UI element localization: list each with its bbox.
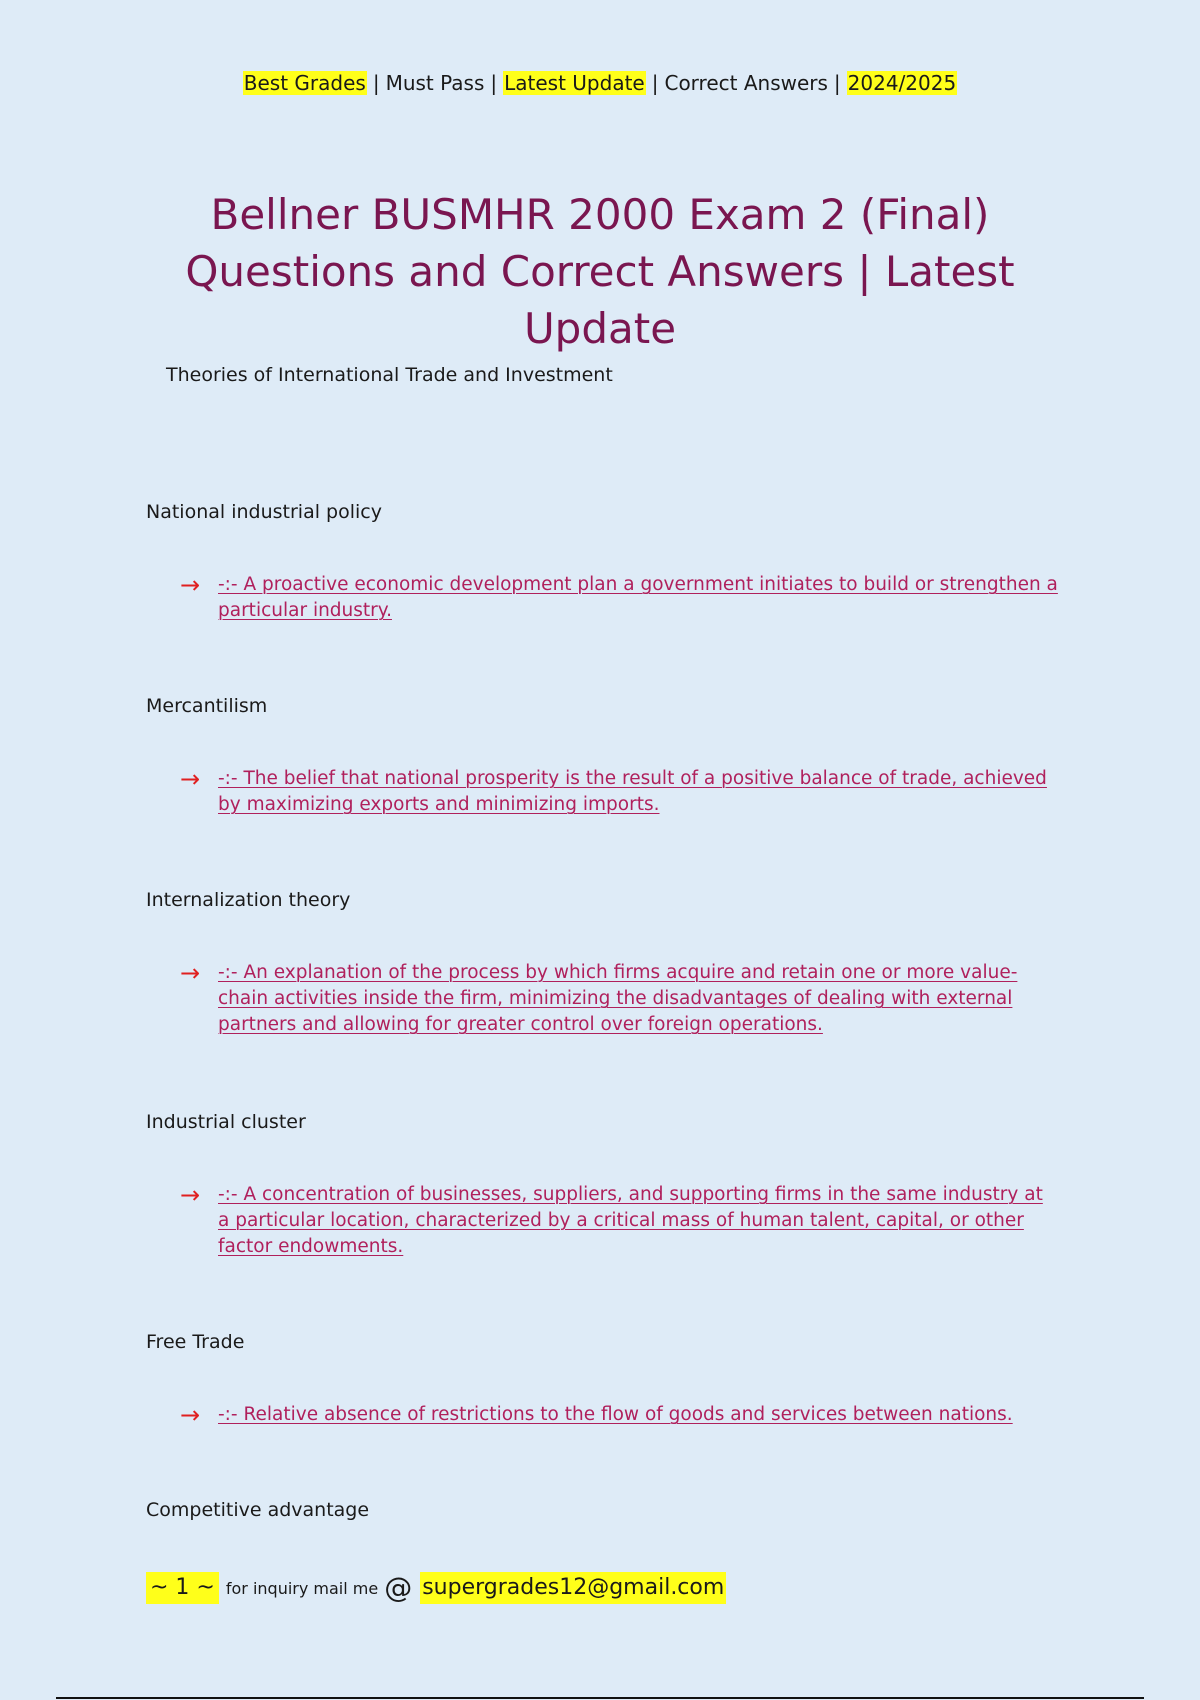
right-arrow-icon: → bbox=[180, 765, 201, 793]
term-national-industrial-policy: National industrial policy bbox=[146, 501, 382, 523]
header-banner bbox=[0, 68, 1200, 98]
header-tag-year: 2024/2025 bbox=[847, 71, 957, 95]
header-separator: | bbox=[833, 71, 841, 95]
header-tag-must-pass: Must Pass bbox=[385, 71, 485, 95]
header-separator: | bbox=[372, 71, 380, 95]
answer-text: -:- A proactive economic development plan a government initiates to build or strengthen a particular industry. bbox=[218, 574, 1058, 621]
header-tag-latest-update: Latest Update bbox=[504, 71, 645, 95]
term-internalization-theory: Internalization theory bbox=[146, 889, 351, 911]
answer-mercantilism bbox=[180, 766, 1060, 818]
page-number: ~ 1 ~ bbox=[146, 1572, 219, 1604]
header-separator: | bbox=[651, 71, 659, 95]
term-mercantilism: Mercantilism bbox=[146, 695, 268, 717]
at-sign-icon: @ bbox=[384, 1571, 413, 1604]
answer-free-trade bbox=[180, 1402, 1060, 1428]
page-footer bbox=[146, 1572, 726, 1604]
document-subtitle: Theories of International Trade and Investment bbox=[166, 364, 613, 386]
answer-text: -:- Relative absence of restrictions to the flow of goods and services between nations. bbox=[218, 1404, 1013, 1425]
document-title: Bellner BUSMHR 2000 Exam 2 (Final) Questions and Correct Answers | Latest Update bbox=[185, 190, 1015, 353]
right-arrow-icon: → bbox=[180, 1181, 201, 1209]
header-tag-best-grades: Best Grades bbox=[243, 71, 366, 95]
answer-text: -:- A concentration of businesses, suppliers, and supporting firms in the same industry at a particular location, characterized by a critical mass of human talent, capital, or other factor endowments. bbox=[218, 1184, 1043, 1257]
answer-text: -:- An explanation of the process by which firms acquire and retain one or more value-chain activities inside the firm, minimizing the disadvantages of dealing with external partners and allowing for greater control over foreign operations. bbox=[218, 962, 1018, 1035]
bottom-divider bbox=[56, 1697, 1144, 1699]
term-free-trade: Free Trade bbox=[146, 1331, 245, 1353]
mail-label: for inquiry mail me bbox=[225, 1578, 379, 1598]
term-industrial-cluster: Industrial cluster bbox=[146, 1111, 306, 1133]
right-arrow-icon: → bbox=[180, 959, 201, 987]
answer-text: -:- The belief that national prosperity is the result of a positive balance of trade, achieved by maximizing exports and minimizing imports. bbox=[218, 768, 1047, 815]
answer-internalization-theory bbox=[180, 960, 1060, 1038]
right-arrow-icon: → bbox=[180, 1401, 201, 1429]
term-competitive-advantage: Competitive advantage bbox=[146, 1499, 370, 1521]
answer-national-industrial-policy bbox=[180, 572, 1060, 624]
contact-email[interactable]: supergrades12@gmail.com bbox=[420, 1572, 726, 1604]
right-arrow-icon: → bbox=[180, 571, 201, 599]
answer-industrial-cluster bbox=[180, 1182, 1060, 1260]
header-separator: | bbox=[490, 71, 498, 95]
header-tag-correct-answers: Correct Answers bbox=[664, 71, 828, 95]
